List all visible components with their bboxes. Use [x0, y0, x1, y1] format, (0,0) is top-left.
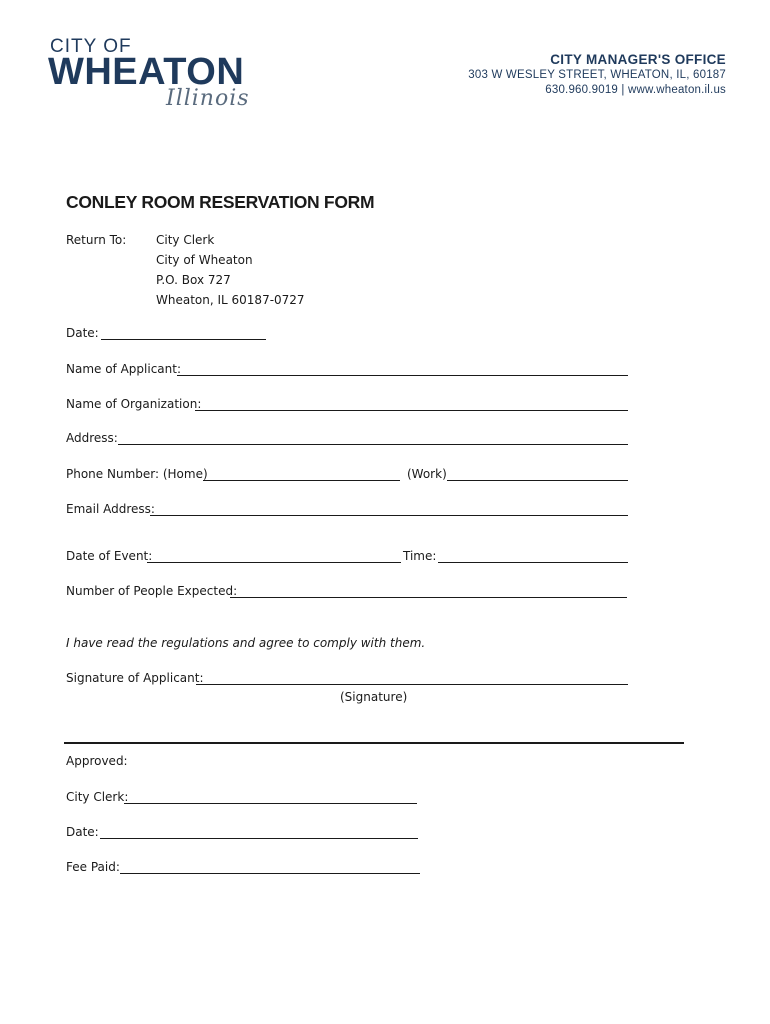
agreement-statement: I have read the regulations and agree to comply with them. — [66, 636, 426, 650]
address-label: Address: — [66, 431, 118, 445]
phone-home-label: Phone Number: (Home) — [66, 467, 208, 481]
office-address: 303 W WESLEY STREET, WHEATON, IL, 60187 — [468, 69, 726, 81]
city-clerk-field[interactable] — [124, 803, 417, 804]
signature-caption: (Signature) — [340, 690, 408, 704]
phone-work-label: (Work) — [407, 467, 447, 481]
logo-wheaton: WHEATON — [48, 51, 245, 93]
applicant-field[interactable] — [177, 375, 628, 376]
signature-label: Signature of Applicant: — [66, 671, 204, 685]
organization-field[interactable] — [195, 410, 628, 411]
email-label: Email Address: — [66, 502, 155, 516]
event-date-field[interactable] — [147, 562, 401, 563]
return-line: P.O. Box 727 — [156, 273, 231, 287]
office-contact: 630.960.9019 | www.wheaton.il.us — [545, 84, 726, 96]
approval-date-field[interactable] — [100, 838, 418, 839]
return-line: City Clerk — [156, 233, 215, 247]
office-header — [468, 52, 726, 98]
time-label: Time: — [403, 549, 437, 563]
logo-illinois-script: Illinois — [166, 86, 250, 111]
return-line: Wheaton, IL 60187-0727 — [156, 293, 305, 307]
date-field[interactable] — [101, 339, 266, 340]
applicant-label: Name of Applicant: — [66, 362, 182, 376]
approval-date-label: Date: — [66, 825, 99, 839]
address-field[interactable] — [118, 444, 628, 445]
event-date-label: Date of Event: — [66, 549, 153, 563]
fee-paid-label: Fee Paid: — [66, 860, 120, 874]
fee-paid-field[interactable] — [120, 873, 420, 874]
email-field[interactable] — [150, 515, 628, 516]
people-label: Number of People Expected: — [66, 584, 238, 598]
office-name: CITY MANAGER'S OFFICE — [550, 52, 726, 67]
city-clerk-label: City Clerk: — [66, 790, 129, 804]
form-title: CONLEY ROOM RESERVATION FORM — [66, 192, 375, 212]
return-address — [156, 233, 305, 313]
people-field[interactable] — [230, 597, 627, 598]
return-to-label: Return To: — [66, 233, 127, 247]
date-label: Date: — [66, 326, 99, 340]
phone-work-field[interactable] — [447, 480, 628, 481]
approved-label: Approved: — [66, 754, 128, 768]
signature-field[interactable] — [196, 684, 628, 685]
section-divider — [64, 742, 684, 744]
organization-label: Name of Organization: — [66, 397, 202, 411]
logo-city-of: CITY OF — [50, 36, 132, 57]
time-field[interactable] — [438, 562, 628, 563]
phone-home-field[interactable] — [203, 480, 400, 481]
return-line: City of Wheaton — [156, 253, 253, 267]
